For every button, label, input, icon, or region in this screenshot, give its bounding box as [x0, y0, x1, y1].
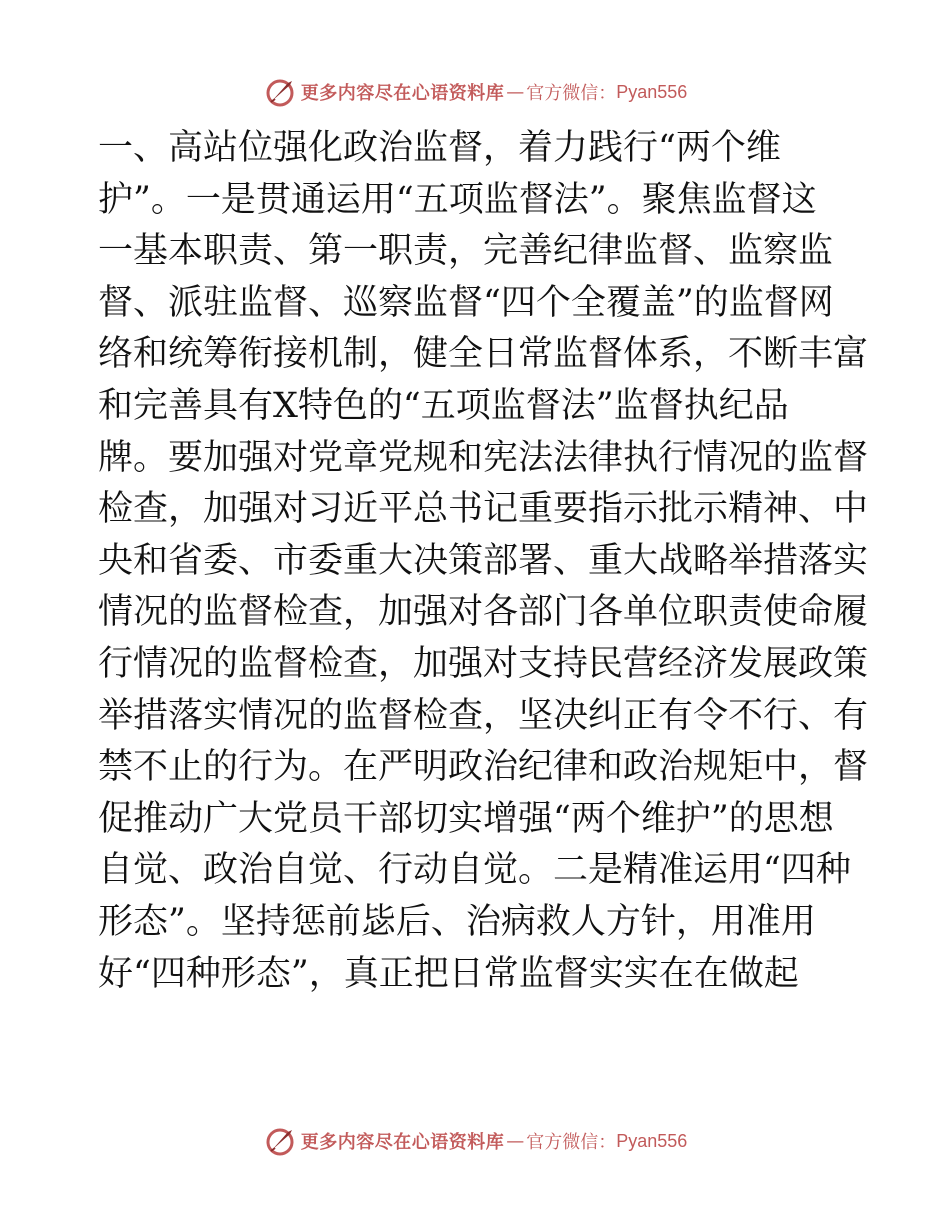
- body-line: 督、派驻监督、巡察监督“四个全覆盖”的监督网: [98, 282, 834, 323]
- body-line: 护”。一是贯通运用“五项监督法”。聚焦监督这: [98, 179, 817, 220]
- body-line: 一基本职责、第一职责，完善纪律监督、监察监: [98, 231, 834, 272]
- watermark-label: 官方微信：: [526, 1132, 617, 1153]
- brand-logo-icon: [263, 75, 297, 109]
- body-line: 促推动广大党员干部切实增强“两个维护”的思想: [98, 798, 834, 839]
- body-line: 自觉、政治自觉、行动自觉。二是精准运用“四种: [98, 850, 851, 891]
- watermark-slogan: 更多内容尽在心语资料库: [300, 83, 505, 104]
- body-line: 情况的监督检查，加强对各部门各单位职责使命履: [98, 592, 869, 633]
- watermark-dash: —: [506, 1130, 525, 1152]
- body-line: 一、高站位强化政治监督，着力践行“两个维: [98, 128, 781, 168]
- watermark-slogan: 更多内容尽在心语资料库: [300, 1132, 505, 1153]
- body-line: 行情况的监督检查，加强对支持民营经济发展政策: [98, 643, 869, 684]
- body-line: 禁不止的行为。在严明政治纪律和政治规矩中，督: [98, 747, 869, 788]
- body-line: 央和省委、市委重大决策部署、重大战略举措落实: [98, 540, 869, 581]
- body-line: 和完善具有X特色的“五项监督法”监督执纪品: [98, 385, 789, 426]
- footer-watermark: [0, 1121, 950, 1161]
- watermark-account: Pyan556: [616, 1130, 688, 1151]
- body-line: 络和统筹衔接机制，健全日常监督体系，不断丰富: [98, 334, 869, 375]
- body-line: 检查，加强对习近平总书记重要指示批示精神、中: [98, 489, 869, 530]
- body-line: 牌。要加强对党章党规和宪法法律执行情况的监督: [98, 437, 869, 478]
- header-watermark: [0, 72, 950, 112]
- watermark-label: 官方微信：: [526, 83, 617, 104]
- watermark-account: Pyan556: [616, 81, 688, 102]
- watermark-dash: —: [506, 81, 525, 103]
- body-line: 好“四种形态”，真正把日常监督实实在在做起: [98, 953, 799, 994]
- body-line: 举措落实情况的监督检查，坚决纠正有令不行、有: [98, 695, 869, 736]
- brand-logo-icon: [263, 1124, 297, 1158]
- document-body: [98, 123, 869, 1000]
- body-line: 形态”。坚持惩前毖后、治病救人方针，用准用: [98, 901, 816, 942]
